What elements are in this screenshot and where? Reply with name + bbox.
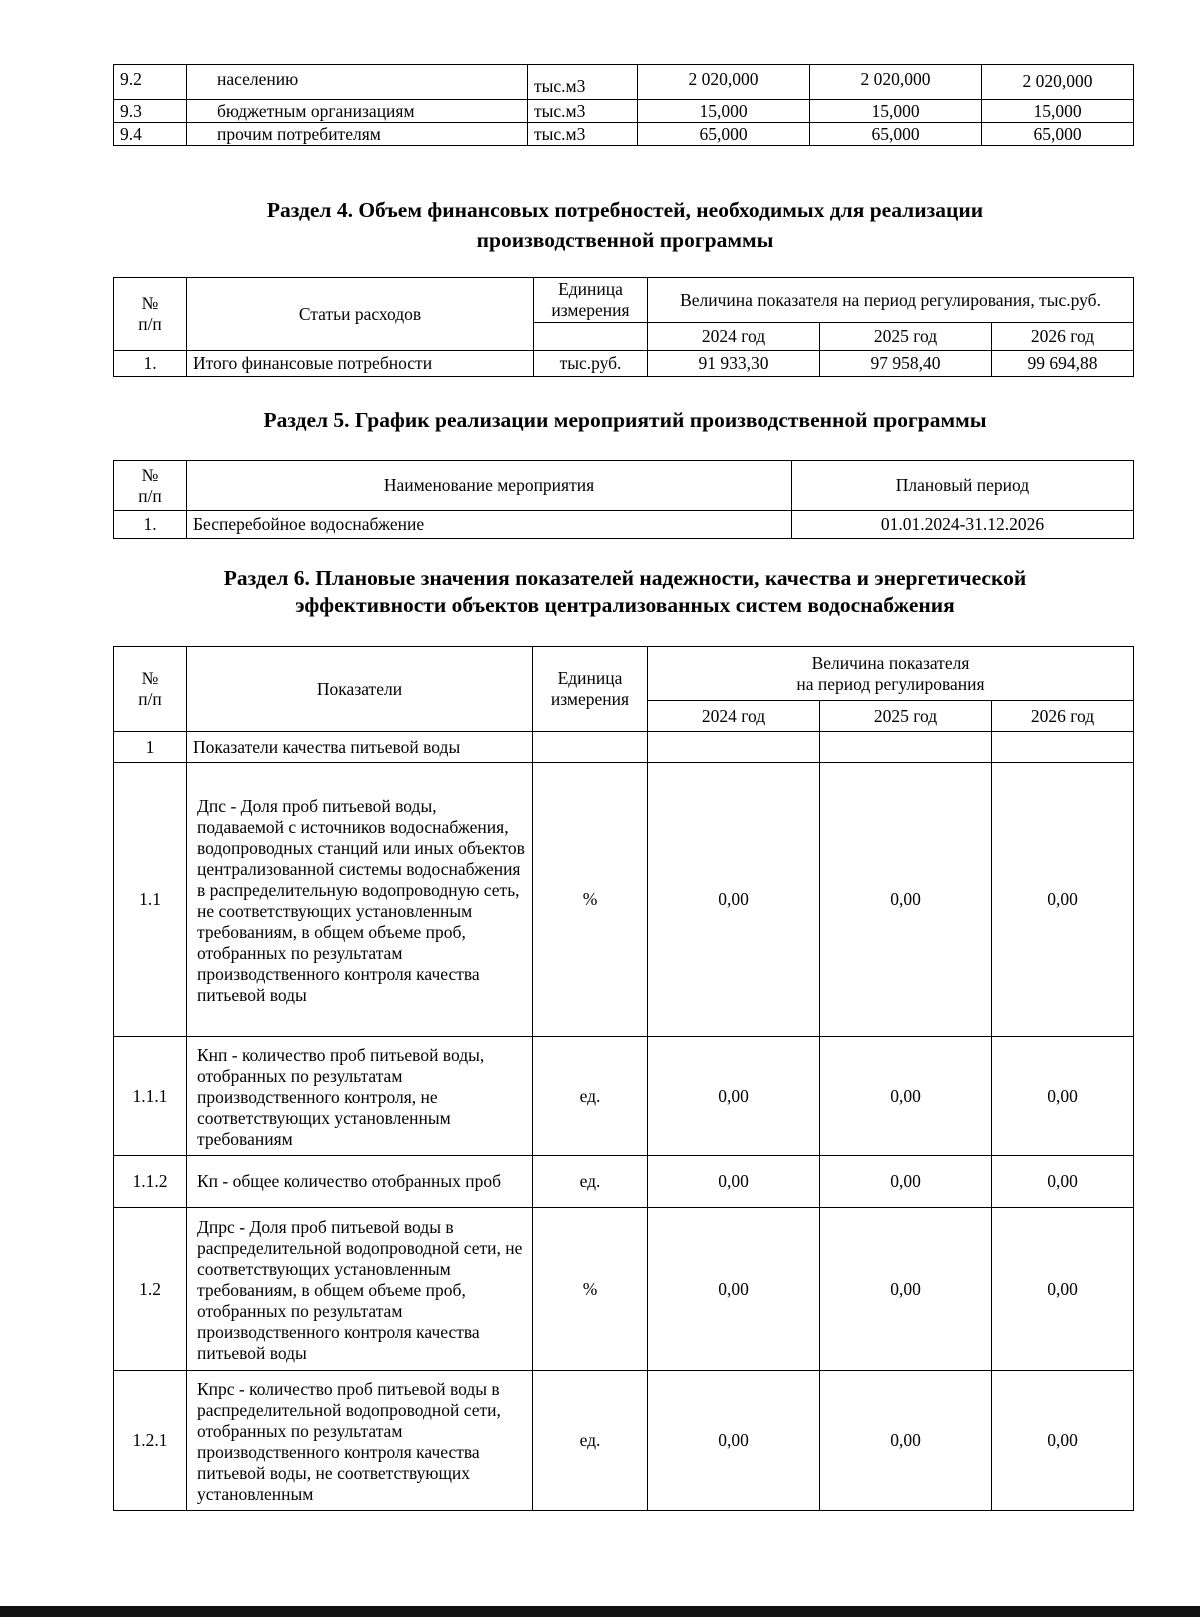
row-unit: тыс.м3 [528,65,638,100]
table-row [114,100,1134,123]
col-value-header: Величина показателя на период регулирования, тыс.руб. [648,278,1134,323]
row-value-2025: 0,00 [820,1037,992,1156]
section6-title-line2: эффективности объектов централизованных систем водоснабжения [295,593,955,617]
row-number: 1 [114,732,187,763]
row-unit: ед. [533,1156,648,1208]
col-year-2026: 2026 год [992,323,1134,351]
row-name: Бесперебойное водоснабжение [187,511,792,539]
top-volume-table [113,64,1134,146]
row-value-2024: 0,00 [648,1156,820,1208]
col-unit-header-spacer [534,323,648,351]
section5-title: Раздел 5. График реализации мероприятий производственной программы [263,408,987,432]
row-value-2025: 0,00 [820,1371,992,1511]
row-value-2024: 65,000 [638,123,810,146]
col-expenses-header: Статьи расходов [187,278,534,351]
col-period-header: Плановый период [792,461,1134,511]
row-number: 9.2 [114,65,187,100]
row-name: Кп - общее количество отобранных проб [187,1156,533,1208]
table-row [114,732,1134,763]
row-value-2026 [992,732,1134,763]
row-unit [533,732,648,763]
table-row [114,1371,1134,1511]
row-value-2024: 15,000 [638,100,810,123]
table-row [114,763,1134,1037]
col-value-header-line2: на период регулирования [796,673,985,694]
row-value-2026: 0,00 [992,1208,1134,1371]
col-year-2025: 2025 год [820,701,992,732]
row-name: бюджетным организациям [187,100,528,123]
row-number: 9.4 [114,123,187,146]
col-number-header: № п/п [114,461,187,511]
row-value-2024: 2 020,000 [638,65,810,100]
row-value-2026: 99 694,88 [992,351,1134,377]
row-unit: % [533,1208,648,1371]
row-number: 1. [114,351,187,377]
row-value-2026: 2 020,000 [982,65,1134,100]
section4-finance-table [113,277,1134,377]
col-number-header: № п/п [114,647,187,732]
row-value-2024: 0,00 [648,1371,820,1511]
row-value-2026: 0,00 [992,1037,1134,1156]
row-value-2026: 15,000 [982,100,1134,123]
table-row [114,1037,1134,1156]
row-name: Итого финансовые потребности [187,351,534,377]
col-unit-header: Единица измерения [533,647,648,732]
row-value-2024: 0,00 [648,1037,820,1156]
row-name: населению [187,65,528,100]
col-event-name-header: Наименование мероприятия [187,461,792,511]
row-name: Кпрс - количество проб питьевой воды в распределительной водопроводной сети, отобранных по результатам производственного контроля качества питьевой воды, не соответствующих установленным [187,1371,533,1511]
row-value-2024: 0,00 [648,763,820,1037]
row-number: 1.1.1 [114,1037,187,1156]
row-number: 1.2.1 [114,1371,187,1511]
col-number-header: № п/п [114,278,187,351]
row-value-2026: 0,00 [992,763,1134,1037]
col-year-2025: 2025 год [820,323,992,351]
row-number: 1.1.2 [114,1156,187,1208]
row-number: 1.2 [114,1208,187,1371]
row-value-2024: 91 933,30 [648,351,820,377]
row-period: 01.01.2024-31.12.2026 [792,511,1134,539]
row-value-2025: 2 020,000 [810,65,982,100]
row-value-2025: 65,000 [810,123,982,146]
row-value-2026: 65,000 [982,123,1134,146]
col-value-header-line1: Величина показателя [811,652,970,673]
row-number: 1. [114,511,187,539]
section4-title-line2: производственной программы [476,228,774,252]
row-value-2025: 97 958,40 [820,351,992,377]
row-unit: ед. [533,1371,648,1511]
row-number: 1.1 [114,763,187,1037]
row-name: прочим потребителям [187,123,528,146]
col-value-header [648,647,1134,701]
row-name: Кнп - количество проб питьевой воды, отобранных по результатам производственного контроля, не соответствующих установленным требованиям [187,1037,533,1156]
col-year-2024: 2024 год [648,323,820,351]
section4-title-line1: Раздел 4. Объем финансовых потребностей, необходимых для реализации [266,198,984,222]
section6-indicators-table [113,646,1134,1511]
row-name: Показатели качества питьевой воды [187,732,533,763]
row-value-2026: 0,00 [992,1156,1134,1208]
section5-schedule-table [113,460,1134,539]
row-value-2025: 15,000 [810,100,982,123]
row-value-2025 [820,732,992,763]
row-number: 9.3 [114,100,187,123]
section6-title-line1: Раздел 6. Плановые значения показателей надежности, качества и энергетической [223,566,1027,590]
row-unit: % [533,763,648,1037]
row-name: Дпрс - Доля проб питьевой воды в распределительной водопроводной сети, не соответствующих установленным требованиям, в общем объеме проб, отобранных по результатам производственного контроля качества питьевой воды [187,1208,533,1371]
col-unit-header: Единица измерения [534,278,648,323]
table-row [114,1208,1134,1371]
table-row [114,123,1134,146]
row-value-2025: 0,00 [820,1208,992,1371]
row-value-2024 [648,732,820,763]
table-row [114,65,1134,100]
row-name: Дпс - Доля проб питьевой воды, подаваемой с источников водоснабжения, водопроводных станций или иных объектов централизованной системы водоснабжения в распределительную водопроводную сеть, не соответствующих установленным требованиям, в общем объеме проб, отобранных по результатам производственного контроля качества питьевой воды [187,763,533,1037]
col-year-2024: 2024 год [648,701,820,732]
row-value-2025: 0,00 [820,1156,992,1208]
table-header-row [114,461,1134,511]
table-header-row [114,278,1134,323]
row-value-2025: 0,00 [820,763,992,1037]
row-value-2026: 0,00 [992,1371,1134,1511]
row-value-2024: 0,00 [648,1208,820,1371]
table-row [114,351,1134,377]
scan-bottom-edge [0,1606,1200,1617]
table-row [114,1156,1134,1208]
row-unit: тыс.руб. [534,351,648,377]
table-row [114,511,1134,539]
row-unit: тыс.м3 [528,100,638,123]
col-year-2026: 2026 год [992,701,1134,732]
row-unit: тыс.м3 [528,123,638,146]
table-header-row [114,647,1134,701]
col-indicators-header: Показатели [187,647,533,732]
row-unit: ед. [533,1037,648,1156]
